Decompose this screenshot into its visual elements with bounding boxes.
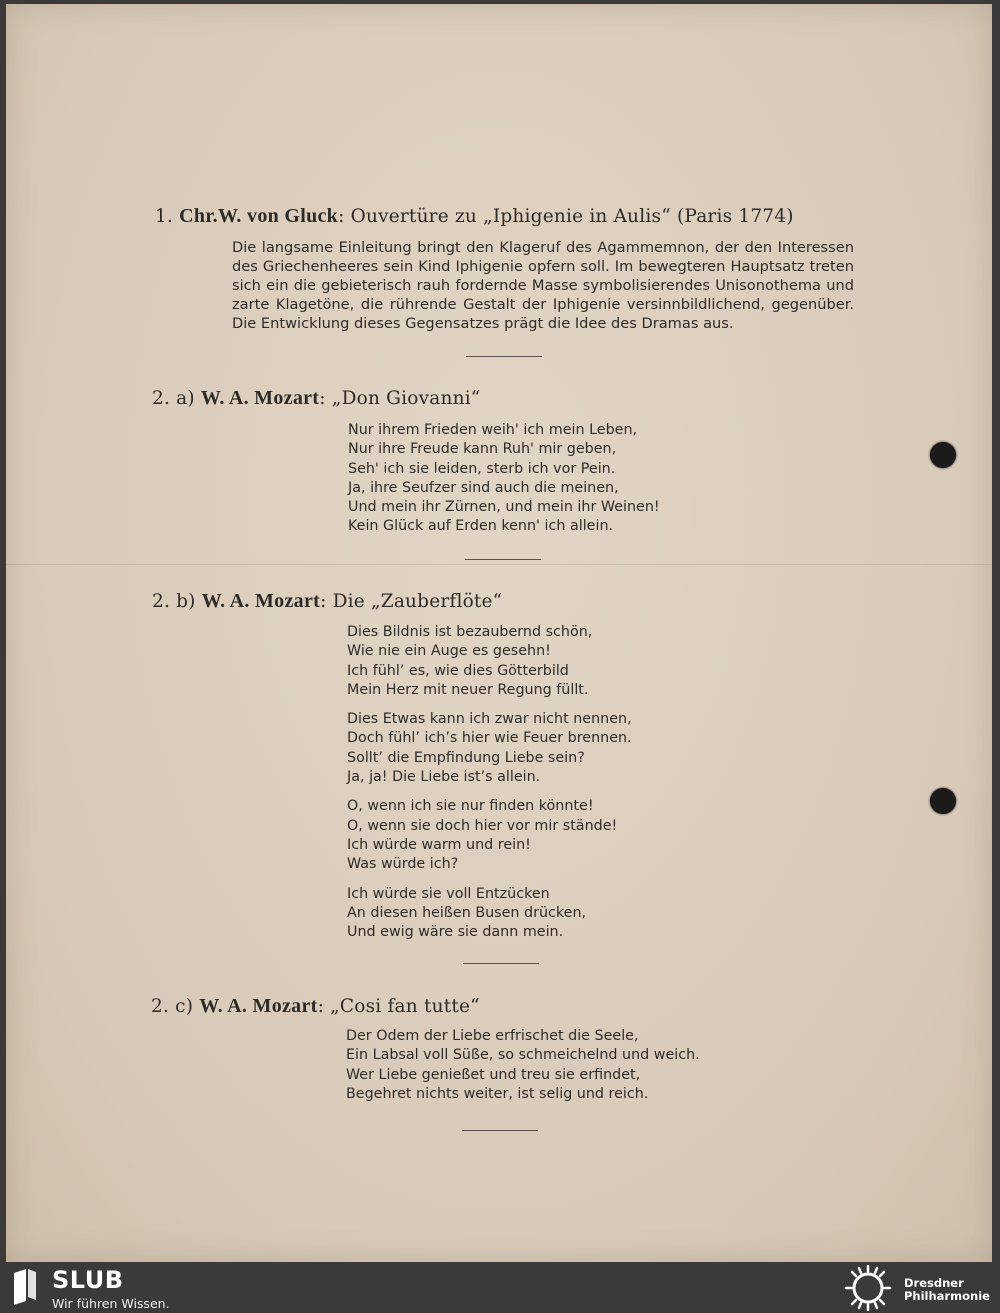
verse-line: Dies Etwas kann ich zwar nicht nennen, xyxy=(347,711,632,728)
verse-line: Mein Herz mit neuer Regung füllt. xyxy=(347,681,589,698)
slub-logo-text: SLUB xyxy=(52,1266,124,1294)
section-number: 2. a) xyxy=(152,388,195,409)
slub-book-icon xyxy=(12,1267,38,1305)
verse-stanza xyxy=(347,623,632,700)
verse-line: An diesen heißen Busen drücken, xyxy=(347,904,587,921)
verse-line: Doch fühl’ ich’s hier wie Feuer brennen. xyxy=(347,730,632,747)
composer-name: W. A. Mozart xyxy=(200,387,320,409)
section-number: 2. c) xyxy=(151,996,194,1017)
philharmonie-emblem-icon xyxy=(842,1265,894,1311)
work-title: : Die „Zauberflöte“ xyxy=(320,591,503,612)
punch-hole-lower xyxy=(930,788,956,814)
work-title: : „Don Giovanni“ xyxy=(319,388,481,409)
verse-line: Ja, ihre Seufzer sind auch die meinen, xyxy=(348,479,619,496)
page-fold xyxy=(6,564,992,565)
verse-line: Begehret nichts weiter, ist selig und reich. xyxy=(346,1085,649,1102)
verse-stanza xyxy=(347,885,632,943)
section-divider xyxy=(462,1130,538,1131)
verse-line: O, wenn sie doch hier vor mir stände! xyxy=(347,817,618,834)
philharmonie-line-2: Philharmonie xyxy=(904,1289,990,1303)
verse-line: Seh' ich sie leiden, sterb ich vor Pein. xyxy=(348,460,616,477)
composer-name: W. A. Mozart xyxy=(201,590,321,612)
section-2c-verse xyxy=(346,1027,700,1104)
verse-line: Wie nie ein Auge es gesehn! xyxy=(347,643,551,660)
section-2a-verse xyxy=(348,421,660,537)
section-1-heading xyxy=(155,205,794,228)
punch-hole-upper xyxy=(930,442,956,468)
verse-stanza xyxy=(347,797,632,874)
section-2a-heading xyxy=(152,387,480,410)
section-number: 2. b) xyxy=(152,591,196,612)
philharmonie-line-1: Dresdner xyxy=(904,1276,964,1290)
section-2c-heading xyxy=(151,995,480,1018)
section-1-description: Die langsame Einleitung bringt den Klageruf des Agammemnon, der den Interessen des Griechenheeres sein Kind Iphigenie opfern soll. Im bewegteren Hauptsatz treten sich ein die gebieterisch rauh fordernde Masse symbolisierendes Unisonothema und zarte Klagetöne, die rührende Gestalt der Iphigenie versinnbildlichend, gegenüber. Die Entwicklung dieses Gegensatzes prägt die Idee des Dramas aus. xyxy=(232,239,854,332)
verse-line: Was würde ich? xyxy=(347,856,459,873)
section-2b-heading xyxy=(152,590,502,613)
verse-line: Nur ihrem Frieden weih' ich mein Leben, xyxy=(348,422,638,438)
composer-name: W. A. Mozart xyxy=(199,995,318,1017)
section-number: 1. xyxy=(155,206,174,227)
verse-line: Der Odem der Liebe erfrischet die Seele, xyxy=(346,1028,639,1044)
section-divider xyxy=(463,963,539,964)
verse-line: Sollt’ die Empfindung Liebe sein? xyxy=(347,749,585,766)
verse-line: Ich würde warm und rein! xyxy=(347,836,531,853)
verse-line: Ich fühl’ es, wie dies Götterbild xyxy=(347,662,569,679)
verse-line: Ich würde sie voll Entzücken xyxy=(347,885,550,902)
slub-tagline: Wir führen Wissen. xyxy=(52,1296,170,1311)
verse-line: Und mein ihr Zürnen, und mein ihr Weinen! xyxy=(348,499,660,516)
work-title: : Ouvertüre zu „Iphigenie in Aulis“ (Paris 1774) xyxy=(338,206,794,227)
section-divider xyxy=(466,356,542,357)
verse-line: Dies Bildnis ist bezaubernd schön, xyxy=(347,624,593,640)
verse-line: Ja, ja! Die Liebe ist’s allein. xyxy=(347,769,541,786)
verse-stanza xyxy=(347,710,632,787)
philharmonie-name xyxy=(904,1277,990,1303)
verse-line: Wer Liebe genießet und treu sie erfindet, xyxy=(346,1066,641,1083)
section-2b-verse xyxy=(347,623,632,952)
verse-line: Und ewig wäre sie dann mein. xyxy=(347,924,564,941)
verse-line: Ein Labsal voll Süße, so schmeichelnd und weich. xyxy=(346,1047,700,1064)
verse-line: Kein Glück auf Erden kenn' ich allein. xyxy=(348,518,614,535)
verse-line: Nur ihre Freude kann Ruh' mir geben, xyxy=(348,441,617,458)
work-title: : „Cosi fan tutte“ xyxy=(317,996,480,1017)
composer-name: Chr.W. von Gluck xyxy=(179,205,339,227)
verse-line: O, wenn ich sie nur finden könnte! xyxy=(347,798,594,815)
section-divider xyxy=(465,559,541,560)
